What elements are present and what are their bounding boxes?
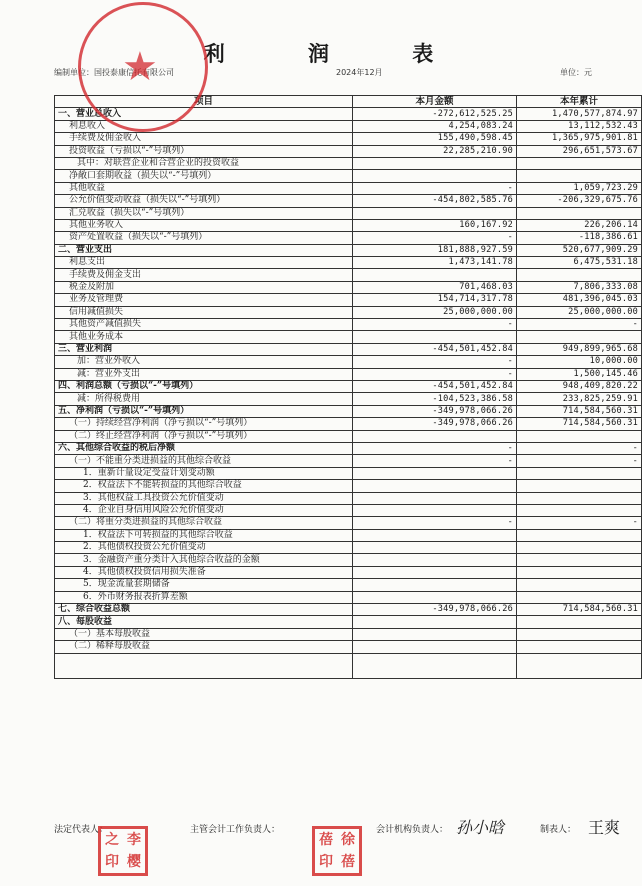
row-label: （一）基本每股收益 — [55, 628, 353, 640]
row-label: 1．权益法下可转损益的其他综合收益 — [55, 529, 353, 541]
month-amount: 160,167.92 — [353, 219, 517, 231]
year-amount: 714,584,560.31 — [517, 405, 642, 417]
table-row — [55, 455, 642, 467]
table-row — [55, 492, 642, 504]
row-label: 二、营业支出 — [55, 244, 353, 256]
table-row — [55, 281, 642, 293]
month-amount — [353, 641, 517, 653]
year-amount: 1,059,723.29 — [517, 182, 642, 194]
table-row — [55, 306, 642, 318]
month-amount: - — [353, 182, 517, 194]
table-row — [55, 418, 642, 430]
table-row — [55, 604, 642, 616]
month-amount: - — [353, 368, 517, 380]
dept-head-signature: 孙小晗 — [456, 818, 505, 837]
table-row — [55, 232, 642, 244]
table-row — [55, 653, 642, 678]
month-amount: -454,501,452.84 — [353, 343, 517, 355]
year-amount: 6,475,531.18 — [517, 257, 642, 269]
accounting-head-seal — [312, 826, 362, 876]
year-amount: 1,470,577,874.97 — [517, 108, 642, 120]
row-label — [55, 653, 353, 678]
month-amount — [353, 616, 517, 628]
table-row — [55, 269, 642, 281]
row-label: 减：所得税费用 — [55, 393, 353, 405]
legal-rep-label: 法定代表人： — [54, 825, 109, 835]
row-label: 税金及附加 — [55, 281, 353, 293]
year-amount: 520,677,909.29 — [517, 244, 642, 256]
row-label: 三、营业利润 — [55, 343, 353, 355]
report-period: 2024年12月 — [336, 68, 383, 77]
row-label: 减：营业外支出 — [55, 368, 353, 380]
month-amount: -104,523,386.58 — [353, 393, 517, 405]
year-amount: 10,000.00 — [517, 356, 642, 368]
month-amount — [353, 566, 517, 578]
row-label: 五、净利润（亏损以“-”号填列） — [55, 405, 353, 417]
table-row — [55, 219, 642, 231]
month-amount: -454,501,452.84 — [353, 380, 517, 392]
row-label: 资产处置收益（损失以“-”号填列） — [55, 232, 353, 244]
month-amount: 154,714,317.78 — [353, 294, 517, 306]
month-amount — [353, 653, 517, 678]
year-amount — [517, 641, 642, 653]
seal-char: 蓓 — [341, 854, 355, 870]
row-label: 加：营业外收入 — [55, 356, 353, 368]
year-amount: -118,386.61 — [517, 232, 642, 244]
row-label: 3．金融资产重分类计入其他综合收益的金额 — [55, 554, 353, 566]
table-row — [55, 554, 642, 566]
table-row — [55, 442, 642, 454]
month-amount — [353, 529, 517, 541]
seal-star-icon: ★ — [122, 44, 158, 90]
report-title: 利 润 表 — [203, 42, 472, 66]
row-label: （二）稀释每股收益 — [55, 641, 353, 653]
table-row — [55, 368, 642, 380]
row-label: 其他业务收入 — [55, 219, 353, 231]
year-amount: 226,206.14 — [517, 219, 642, 231]
year-amount: 25,000,000.00 — [517, 306, 642, 318]
accounting-dept-head-label: 会计机构负责人： — [376, 825, 449, 835]
month-amount — [353, 207, 517, 219]
table-row — [55, 529, 642, 541]
table-row — [55, 331, 642, 343]
year-amount: 714,584,560.31 — [517, 604, 642, 616]
seal-char: 李 — [127, 832, 141, 848]
row-label: 八、每股收益 — [55, 616, 353, 628]
table-row — [55, 616, 642, 628]
row-label: 手续费及佣金支出 — [55, 269, 353, 281]
table-row — [55, 257, 642, 269]
row-label: 1．重新计量设定受益计划变动额 — [55, 467, 353, 479]
year-amount: 13,112,532.43 — [517, 120, 642, 132]
preparer-label: 制表人： — [540, 825, 577, 835]
year-amount: 7,806,333.08 — [517, 281, 642, 293]
year-amount: 949,899,965.68 — [517, 343, 642, 355]
table-row — [55, 517, 642, 529]
month-amount: -454,802,585.76 — [353, 195, 517, 207]
year-amount: 948,409,820.22 — [517, 380, 642, 392]
table-body — [55, 108, 642, 678]
row-label: 6．外币财务报表折算差额 — [55, 591, 353, 603]
table-row — [55, 120, 642, 132]
year-amount — [517, 591, 642, 603]
year-amount — [517, 157, 642, 169]
month-amount — [353, 542, 517, 554]
table-row — [55, 405, 642, 417]
month-amount — [353, 492, 517, 504]
year-amount — [517, 430, 642, 442]
year-amount — [517, 504, 642, 516]
table-row — [55, 579, 642, 591]
table-row — [55, 591, 642, 603]
month-amount — [353, 269, 517, 281]
table-row — [55, 380, 642, 392]
month-amount — [353, 504, 517, 516]
month-amount: - — [353, 517, 517, 529]
year-amount: - — [517, 442, 642, 454]
month-amount: 22,285,210.90 — [353, 145, 517, 157]
month-amount: - — [353, 442, 517, 454]
row-label: 5．现金流量套期储备 — [55, 579, 353, 591]
year-amount: 233,825,259.91 — [517, 393, 642, 405]
row-label: 四、利润总额（亏损以“-”号填列） — [55, 380, 353, 392]
year-amount: 1,365,975,901.81 — [517, 133, 642, 145]
row-label: 投资收益（亏损以“-”号填列） — [55, 145, 353, 157]
table-row — [55, 182, 642, 194]
table-row — [55, 467, 642, 479]
table-row — [55, 641, 642, 653]
table-header-row — [55, 96, 642, 108]
month-amount — [353, 331, 517, 343]
table-row — [55, 356, 642, 368]
year-amount — [517, 566, 642, 578]
year-amount — [517, 269, 642, 281]
currency-unit: 单位：元 — [560, 68, 592, 77]
row-label: 净敞口套期收益（损失以“-”号填列） — [55, 170, 353, 182]
row-label: 2．其他债权投资公允价值变动 — [55, 542, 353, 554]
year-amount: - — [517, 319, 642, 331]
table-row — [55, 207, 642, 219]
table-row — [55, 343, 642, 355]
row-label: 业务及管理费 — [55, 294, 353, 306]
year-amount — [517, 492, 642, 504]
year-amount — [517, 170, 642, 182]
table-row — [55, 145, 642, 157]
table-row — [55, 170, 642, 182]
month-amount — [353, 467, 517, 479]
month-amount — [353, 554, 517, 566]
row-label: （二）终止经营净利润（净亏损以“-”号填列） — [55, 430, 353, 442]
table-row — [55, 157, 642, 169]
compiling-unit: 编制单位：国投泰康信托有限公司 — [54, 68, 174, 77]
table-row — [55, 504, 642, 516]
row-label: 其他资产减值损失 — [55, 319, 353, 331]
year-amount: - — [517, 455, 642, 467]
row-label: 手续费及佣金收入 — [55, 133, 353, 145]
month-amount: - — [353, 232, 517, 244]
year-amount: 296,651,573.67 — [517, 145, 642, 157]
month-amount: 181,888,927.59 — [353, 244, 517, 256]
column-header-item: 项目 — [55, 96, 353, 108]
seal-char: 蓓 — [319, 832, 333, 848]
row-label: 汇兑收益（损失以“-”号填列） — [55, 207, 353, 219]
accounting-head-label: 主管会计工作负责人： — [190, 825, 281, 835]
row-label: 七、综合收益总额 — [55, 604, 353, 616]
month-amount: 4,254,083.24 — [353, 120, 517, 132]
row-label: 公允价值变动收益（损失以“-”号填列） — [55, 195, 353, 207]
month-amount — [353, 579, 517, 591]
year-amount — [517, 579, 642, 591]
seal-char: 印 — [105, 854, 119, 870]
row-label: 利息收入 — [55, 120, 353, 132]
month-amount: - — [353, 356, 517, 368]
table-row — [55, 195, 642, 207]
month-amount — [353, 480, 517, 492]
month-amount — [353, 430, 517, 442]
month-amount — [353, 591, 517, 603]
table-row — [55, 319, 642, 331]
income-statement-table — [54, 95, 642, 679]
row-label: 一、营业总收入 — [55, 108, 353, 120]
table-row — [55, 108, 642, 120]
year-amount: 1,500,145.46 — [517, 368, 642, 380]
row-label: 信用减值损失 — [55, 306, 353, 318]
month-amount — [353, 628, 517, 640]
month-amount: -272,612,525.25 — [353, 108, 517, 120]
row-label: 利息支出 — [55, 257, 353, 269]
month-amount: - — [353, 455, 517, 467]
preparer-signature: 王爽 — [588, 818, 621, 837]
row-label: 六、其他综合收益的税后净额 — [55, 442, 353, 454]
row-label: 4．企业自身信用风险公允价值变动 — [55, 504, 353, 516]
year-amount: 481,396,045.03 — [517, 294, 642, 306]
row-label: 其中：对联营企业和合营企业的投资收益 — [55, 157, 353, 169]
row-label: （二）将重分类进损益的其他综合收益 — [55, 517, 353, 529]
column-header-month: 本月金额 — [353, 96, 517, 108]
table-row — [55, 133, 642, 145]
year-amount — [517, 529, 642, 541]
year-amount — [517, 467, 642, 479]
seal-char: 之 — [105, 832, 119, 848]
table-row — [55, 542, 642, 554]
year-amount — [517, 554, 642, 566]
year-amount — [517, 207, 642, 219]
row-label: 2．权益法下不能转损益的其他综合收益 — [55, 480, 353, 492]
year-amount: - — [517, 517, 642, 529]
year-amount — [517, 616, 642, 628]
month-amount: 1,473,141.78 — [353, 257, 517, 269]
year-amount — [517, 331, 642, 343]
row-label: 4．其他债权投资信用损失准备 — [55, 566, 353, 578]
month-amount: -349,978,066.26 — [353, 604, 517, 616]
year-amount — [517, 542, 642, 554]
table-row — [55, 294, 642, 306]
month-amount: 701,468.03 — [353, 281, 517, 293]
column-header-year: 本年累计 — [517, 96, 642, 108]
month-amount — [353, 157, 517, 169]
row-label: （一）持续经营净利润（净亏损以“-”号填列） — [55, 418, 353, 430]
month-amount: -349,978,066.26 — [353, 405, 517, 417]
year-amount: -206,329,675.76 — [517, 195, 642, 207]
month-amount: 25,000,000.00 — [353, 306, 517, 318]
table-row — [55, 480, 642, 492]
table-row — [55, 628, 642, 640]
table-row — [55, 244, 642, 256]
month-amount — [353, 170, 517, 182]
row-label: 3．其他权益工具投资公允价值变动 — [55, 492, 353, 504]
row-label: 其他业务成本 — [55, 331, 353, 343]
table-row — [55, 430, 642, 442]
seal-char: 樱 — [127, 854, 141, 870]
seal-char: 徐 — [341, 832, 355, 848]
year-amount — [517, 480, 642, 492]
year-amount — [517, 653, 642, 678]
seal-char: 印 — [319, 854, 333, 870]
table-row — [55, 393, 642, 405]
year-amount: 714,584,560.31 — [517, 418, 642, 430]
row-label: 其他收益 — [55, 182, 353, 194]
row-label: （一）不能重分类进损益的其他综合收益 — [55, 455, 353, 467]
month-amount: 155,490,598.45 — [353, 133, 517, 145]
table-row — [55, 566, 642, 578]
month-amount: -349,978,066.26 — [353, 418, 517, 430]
year-amount — [517, 628, 642, 640]
month-amount: - — [353, 319, 517, 331]
